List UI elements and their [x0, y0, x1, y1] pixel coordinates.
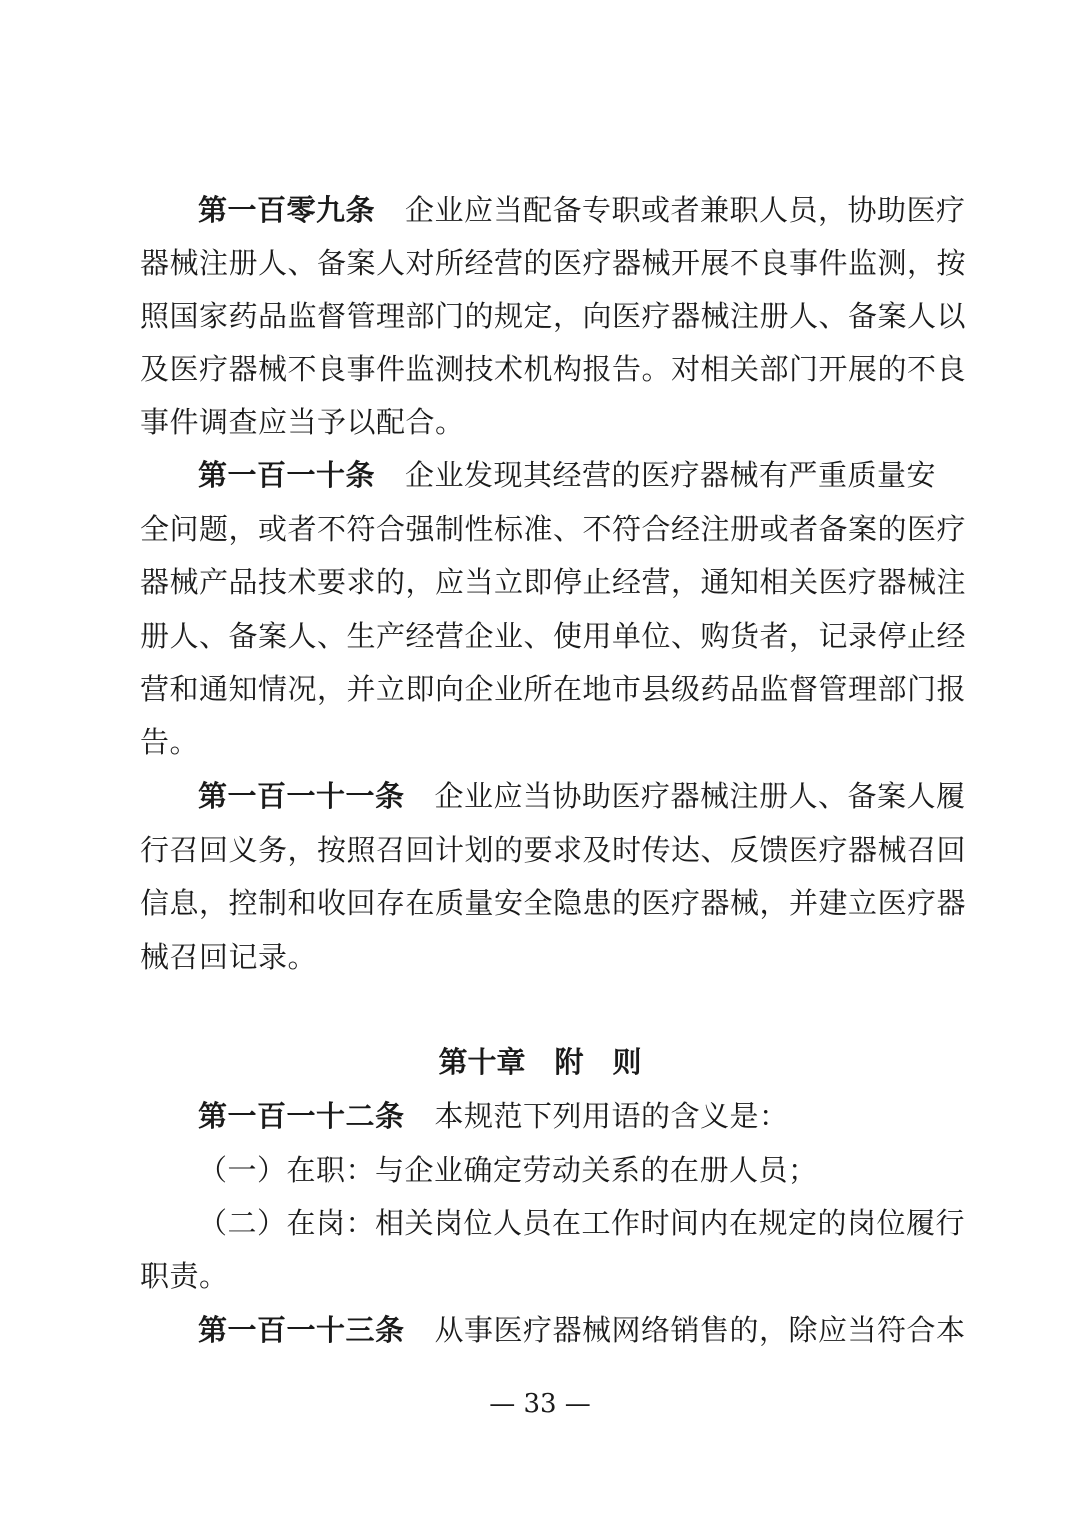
article-112-item-1: （一）在职：与企业确定劳动关系的在册人员；	[198, 1153, 818, 1187]
article-112-text-1: 本规范下列用语的含义是：	[434, 1099, 789, 1133]
article-109-line-1	[198, 190, 966, 230]
article-109-line-4: 及医疗器械不良事件监测技术机构报告。对相关部门开展的不良	[140, 352, 967, 386]
chapter-heading: 第十章 附 则	[438, 1045, 642, 1079]
article-110-line-6: 告。	[140, 725, 200, 759]
article-110-line-2: 全问题，或者不符合强制性标准、不符合经注册或者备案的医疗	[140, 512, 967, 546]
article-109-line-3: 照国家药品监督管理部门的规定，向医疗器械注册人、备案人以	[140, 299, 967, 333]
article-109-text-1: 企业应当配备专职或者兼职人员，协助医疗	[405, 193, 966, 227]
article-113-text-1: 从事医疗器械网络销售的，除应当符合本	[434, 1313, 966, 1347]
article-109-line-5: 事件调查应当予以配合。	[140, 405, 465, 439]
article-109-line-2: 器械注册人、备案人对所经营的医疗器械开展不良事件监测，按	[140, 246, 967, 280]
article-111-title: 第一百一十一条	[198, 779, 405, 813]
article-113-line-1	[198, 1310, 966, 1350]
article-111-line-1	[198, 776, 966, 816]
article-111-line-2: 行召回义务，按照召回计划的要求及时传达、反馈医疗器械召回	[140, 833, 967, 867]
article-111-line-4: 械召回记录。	[140, 940, 318, 974]
article-112-item-2: （二）在岗：相关岗位人员在工作时间内在规定的岗位履行	[198, 1206, 966, 1240]
article-112-item-2-cont: 职责。	[140, 1259, 229, 1293]
article-113-title: 第一百一十三条	[198, 1313, 405, 1347]
article-112-line-1	[198, 1096, 940, 1136]
page-number: — 33 —	[489, 1389, 591, 1419]
article-110-line-5: 营和通知情况，并立即向企业所在地市县级药品监督管理部门报	[140, 672, 967, 706]
article-110-title: 第一百一十条	[198, 458, 376, 492]
article-111-line-3: 信息，控制和收回存在质量安全隐患的医疗器械，并建立医疗器	[140, 886, 967, 920]
article-110-line-3: 器械产品技术要求的，应当立即停止经营，通知相关医疗器械注	[140, 565, 967, 599]
article-112-title: 第一百一十二条	[198, 1099, 405, 1133]
article-110-line-4: 册人、备案人、生产经营企业、使用单位、购货者，记录停止经	[140, 619, 967, 653]
article-111-text-1: 企业应当协助医疗器械注册人、备案人履	[434, 779, 966, 813]
article-110-line-1	[198, 455, 940, 495]
article-110-text-1: 企业发现其经营的医疗器械有严重质量安	[405, 458, 937, 492]
article-109-title: 第一百零九条	[198, 193, 376, 227]
